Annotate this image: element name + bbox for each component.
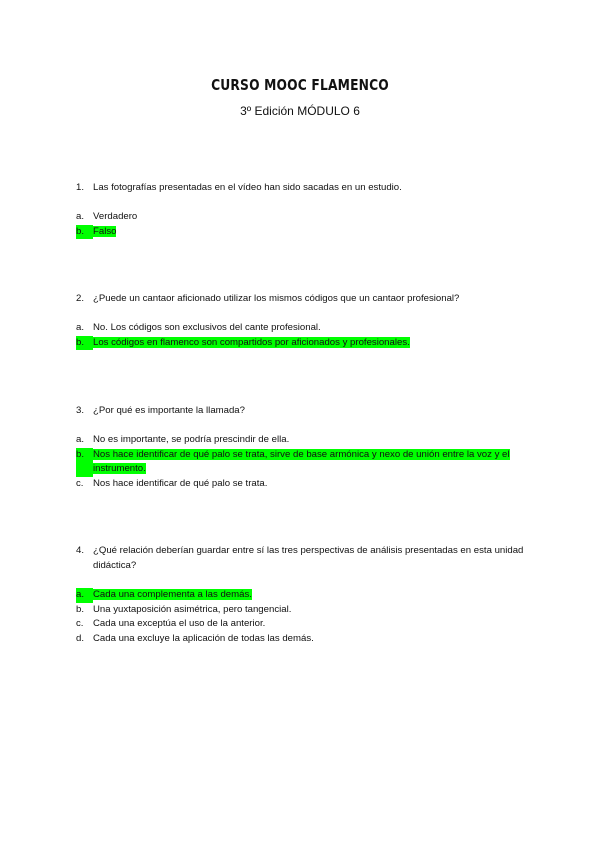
document-title: CURSO MOOC FLAMENCO bbox=[211, 76, 389, 94]
option-text-highlighted: Falso bbox=[93, 225, 117, 237]
option-text: Nos hace identificar de qué palo se trata. bbox=[93, 477, 268, 489]
question-3-line bbox=[76, 403, 536, 418]
options-list bbox=[76, 210, 536, 239]
option-a bbox=[76, 321, 536, 336]
question-number: 3. bbox=[76, 405, 85, 416]
option-a bbox=[76, 210, 536, 225]
option-text-wrap bbox=[93, 632, 536, 647]
question-text: ¿Qué relación deberían guardar entre sí las tres perspectivas de análisis presentadas en esta unidad didáctica? bbox=[93, 545, 524, 571]
question-number: 1. bbox=[76, 182, 85, 193]
option-d bbox=[76, 632, 536, 647]
question-2 bbox=[76, 291, 536, 350]
option-letter: b. bbox=[76, 225, 93, 240]
question-1 bbox=[76, 180, 536, 239]
option-b-correct bbox=[76, 336, 536, 351]
question-number: 4. bbox=[76, 545, 85, 556]
option-b-correct bbox=[76, 448, 536, 477]
question-4-line bbox=[76, 543, 536, 573]
option-text-wrap bbox=[93, 336, 536, 351]
option-letter: c. bbox=[76, 477, 84, 489]
option-text-highlighted: Nos hace identificar de qué palo se trata, sirve de base armónica y nexo de unión entre la voz y el instrumento. bbox=[93, 448, 510, 475]
option-text-highlighted: Cada una complementa a las demás. bbox=[93, 589, 252, 600]
option-b bbox=[76, 603, 536, 618]
option-letter: b. bbox=[76, 448, 93, 477]
options-list bbox=[76, 321, 536, 350]
option-c bbox=[76, 617, 536, 632]
option-a bbox=[76, 433, 536, 448]
option-text-highlighted: Los códigos en flamenco son compartidos por aficionados y profesionales. bbox=[93, 336, 410, 348]
option-c bbox=[76, 477, 536, 492]
option-text: Cada una excluye la aplicación de todas las demás. bbox=[93, 632, 314, 644]
option-b-correct bbox=[76, 225, 536, 240]
option-letter: d. bbox=[76, 632, 85, 644]
option-text: Una yuxtaposición asimétrica, pero tangencial. bbox=[93, 603, 292, 615]
option-letter: c. bbox=[76, 618, 84, 630]
option-letter: a. bbox=[76, 211, 85, 222]
option-letter: a. bbox=[76, 588, 93, 603]
option-letter: b. bbox=[76, 336, 93, 351]
question-2-line bbox=[76, 291, 536, 306]
option-text: Verdadero bbox=[93, 211, 138, 222]
option-text-wrap bbox=[93, 603, 536, 618]
question-1-line bbox=[76, 180, 536, 195]
question-text: Las fotografías presentadas en el vídeo han sido sacadas en un estudio. bbox=[93, 182, 402, 193]
option-text-wrap bbox=[93, 588, 536, 603]
option-a-correct bbox=[76, 588, 536, 603]
option-text-wrap bbox=[93, 321, 536, 336]
question-text: ¿Por qué es importante la llamada? bbox=[93, 405, 245, 416]
option-letter: b. bbox=[76, 603, 85, 615]
option-letter: a. bbox=[76, 322, 85, 333]
option-text-wrap bbox=[93, 210, 536, 225]
option-text-wrap bbox=[93, 225, 536, 240]
question-4 bbox=[76, 543, 536, 646]
question-3 bbox=[76, 403, 536, 491]
question-number: 2. bbox=[76, 293, 85, 304]
question-text: ¿Puede un cantaor aficionado utilizar los mismos códigos que un cantaor profesional? bbox=[93, 293, 460, 304]
document-subtitle: 3º Edición MÓDULO 6 bbox=[240, 104, 360, 118]
option-text-wrap bbox=[93, 433, 536, 448]
option-text: Cada una exceptúa el uso de la anterior. bbox=[93, 618, 266, 630]
option-text-wrap bbox=[93, 617, 536, 632]
option-text: No. Los códigos son exclusivos del cante profesional. bbox=[93, 322, 321, 333]
option-letter: a. bbox=[76, 434, 85, 445]
option-text: No es importante, se podría prescindir de ella. bbox=[93, 434, 290, 445]
options-list bbox=[76, 588, 536, 646]
options-list bbox=[76, 433, 536, 491]
option-text-wrap bbox=[93, 477, 536, 492]
option-text-wrap bbox=[93, 448, 536, 477]
